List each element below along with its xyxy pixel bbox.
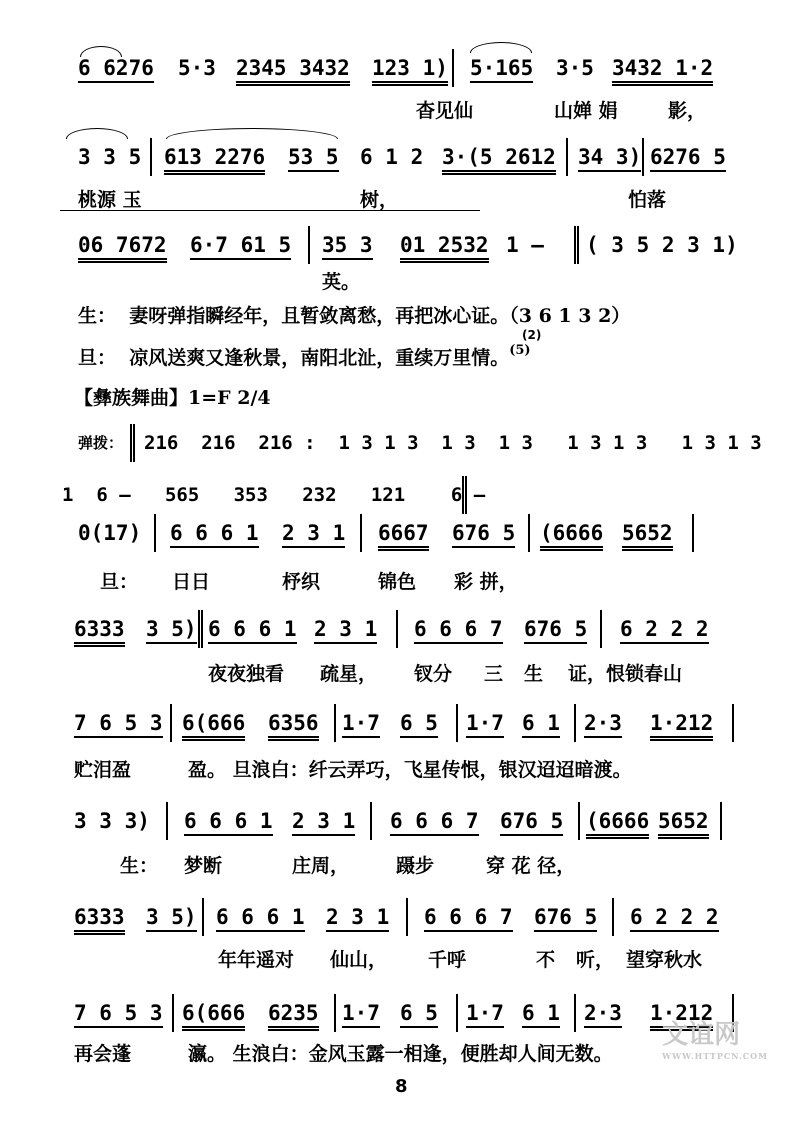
note-group: 2345 3432 — [236, 55, 350, 86]
note-group: 1·7 — [342, 1000, 380, 1028]
end-bar — [462, 476, 467, 514]
note-group: 2 3 1 — [292, 808, 355, 836]
slur — [80, 46, 122, 57]
note-group: 0(17) — [78, 521, 142, 545]
note-group: 3 5) — [146, 616, 197, 644]
note-group: 1·212 — [650, 1000, 713, 1031]
notation-line-4 — [0, 520, 790, 550]
note-group: 5·165 — [470, 55, 533, 83]
note-group: 6 5 — [400, 710, 438, 738]
bar-line — [360, 514, 362, 552]
note-group: 6333 — [74, 616, 125, 647]
note-group: 2 3 1 — [314, 616, 377, 644]
note-group: 1 – — [506, 233, 544, 257]
note-group: 123 1) — [372, 55, 448, 86]
note-group: 6 6 6 1 — [184, 808, 273, 836]
notation-line-5 — [0, 616, 790, 646]
tune-heading: 【彝族舞曲】1=F 2/4 — [74, 387, 271, 409]
lyric-line-9: 再会蓬 瀛。 生浪白：金风玉露一相逢，便胜却人间无数。 — [74, 1043, 613, 1065]
note-group: 6356 — [268, 710, 319, 741]
tie-line — [60, 210, 480, 211]
slur — [66, 128, 128, 139]
notation-line-8 — [0, 904, 790, 934]
bar-line — [166, 802, 168, 840]
bar-line — [334, 704, 336, 742]
note-group: 613 2276 — [164, 144, 265, 175]
dialogue-dan: 旦： 凉风送爽又逢秋景，南阳北沚，重续万里情。$^{(5)}$ — [78, 343, 531, 369]
note-group: 6 6 6 1 — [216, 904, 305, 932]
notation-line-6 — [0, 710, 790, 740]
note-group: 6276 5 — [650, 144, 726, 172]
note-group: 6 6 6 1 — [208, 616, 297, 644]
note-group: 6(666 — [182, 1000, 245, 1031]
note-group: 34 3) — [578, 144, 641, 172]
note-group: 3·(5 2612 — [442, 144, 556, 175]
bar-line — [334, 994, 336, 1032]
lyric-line-3: 英。 — [322, 271, 361, 293]
note-group: 6 2 2 2 — [620, 616, 709, 644]
note-group: 6 6 6 7 — [424, 904, 513, 932]
note-group: 1·7 — [466, 710, 504, 738]
bar-line — [198, 610, 203, 648]
slur — [470, 42, 532, 53]
note-group: (6666 — [586, 808, 649, 839]
note-group: 5652 — [622, 520, 673, 551]
tune-line-1 — [0, 430, 790, 460]
note-group: 216 216 216 : 1 3 1 3 1 3 1 3 1 3 1 3 1 3 1 3 — [144, 432, 762, 454]
note-group: 6 6 6 7 — [414, 616, 503, 644]
note-group: 1·7 — [342, 710, 380, 738]
repeat-bar — [130, 424, 135, 462]
lyric-line-5: 夜夜独看 疏星， 钗分 三 生 证，恨锁春山 — [208, 663, 683, 685]
bar-line — [732, 704, 734, 742]
note-group: 06 7672 — [78, 232, 167, 263]
bar-line — [528, 514, 530, 552]
bar-line — [566, 138, 568, 176]
bar-line — [172, 994, 174, 1032]
note-group: 6 2 2 2 — [630, 904, 719, 932]
tune-line-2 — [0, 482, 790, 512]
page-number: 8 — [395, 1076, 408, 1097]
footnote-marker: (5) — [509, 343, 531, 358]
note-group: 01 2532 — [400, 232, 489, 263]
note-group: 6 6276 — [78, 55, 154, 83]
note-group: 6·7 61 5 — [190, 232, 291, 260]
slur — [166, 128, 338, 139]
bar-line — [456, 994, 458, 1032]
note-group: 2 3 1 — [282, 520, 345, 548]
note-group: 6667 — [378, 520, 429, 551]
note-group: 1·212 — [650, 710, 713, 741]
lyric-line-2: 桃源 玉 树， 怕落 — [78, 189, 667, 211]
bar-line — [642, 138, 644, 176]
note-group: 2 3 1 — [326, 904, 389, 932]
double-bar-line — [574, 226, 579, 264]
note-group: 6235 — [268, 1000, 319, 1031]
lyric-line-4: 旦： 日日 杼织 锦色 彩 拼， — [100, 571, 518, 593]
bar-line — [574, 994, 576, 1032]
note-group: 7 6 5 3 — [74, 710, 163, 738]
note-group: 35 3 — [322, 232, 373, 260]
bar-line — [202, 898, 204, 936]
footnote-marker: (2) — [522, 328, 542, 342]
bar-line — [308, 226, 310, 264]
note-group: 3 3 5 — [78, 145, 142, 169]
lyric-line-7: 生： 梦断 庄周， 蹑步 穿 花 径， — [120, 855, 576, 877]
note-group: 3·5 — [556, 56, 594, 80]
note-group: 53 5 — [288, 144, 339, 172]
bar-line — [150, 138, 152, 176]
notation-line-2 — [0, 144, 790, 174]
bar-line — [574, 704, 576, 742]
bar-line — [456, 704, 458, 742]
note-group: ( 3 5 2 3 1) — [586, 233, 738, 257]
bar-line — [720, 802, 722, 840]
lyric-line-1: 杳见仙 山婵 娟 影， — [416, 100, 707, 122]
note-group: 6(666 — [182, 710, 245, 741]
note-group: 5·3 — [178, 56, 216, 80]
note-group: 6333 — [74, 904, 125, 935]
bar-line — [612, 898, 614, 936]
note-group: 6 6 6 1 — [170, 520, 259, 548]
bar-line — [370, 802, 372, 840]
bar-line — [578, 802, 580, 840]
note-group: (6666 — [540, 520, 603, 551]
note-group: 6 6 6 7 — [390, 808, 479, 836]
note-group: 1 6 – 565 353 232 121 6 – — [62, 484, 486, 506]
note-group: 676 5 — [500, 808, 563, 836]
note-group: 6 5 — [400, 1000, 438, 1028]
bar-line — [170, 704, 172, 742]
note-group: 2·3 — [584, 1000, 622, 1028]
bar-line — [396, 610, 398, 648]
instrument-label: 弹拨： — [78, 434, 124, 452]
bar-line — [154, 514, 156, 552]
notation-line-1 — [0, 55, 790, 85]
bar-line — [452, 49, 454, 87]
note-group: 3432 1·2 — [612, 55, 713, 86]
note-group: 2·3 — [584, 710, 622, 738]
note-group: 3 3 3) — [74, 809, 150, 833]
dialogue-sheng: 生： 妻呀弹指瞬经年，且暂敛离愁，再把冰心证。（3 6 1 3 2） — [78, 305, 631, 327]
note-group: 676 5 — [534, 904, 597, 932]
bar-line — [600, 610, 602, 648]
note-group: 7 6 5 3 — [74, 1000, 163, 1028]
note-group: 1·7 — [466, 1000, 504, 1028]
note-group: 5652 — [658, 808, 709, 839]
watermark-logo: 文谊网 WWW.HTTPCN.COM — [662, 1020, 768, 1061]
bar-line — [692, 514, 694, 552]
note-group: 676 5 — [452, 520, 515, 548]
notation-line-7 — [0, 808, 790, 838]
lyric-line-8: 年年遥对 仙山， 千呼 不 听， 望穿秋水 — [218, 949, 703, 971]
note-group: 676 5 — [524, 616, 587, 644]
lyric-line-6: 贮泪盈 盈。 旦浪白：纤云弄巧，飞星传恨，银汉迢迢暗渡。 — [74, 759, 632, 781]
note-group: 6 1 2 — [360, 145, 424, 169]
bar-line — [406, 898, 408, 936]
note-group: 6 1 — [522, 710, 560, 738]
note-group: 6 1 — [522, 1000, 560, 1028]
note-group: 3 5) — [146, 904, 197, 932]
notation-line-3 — [0, 232, 790, 262]
